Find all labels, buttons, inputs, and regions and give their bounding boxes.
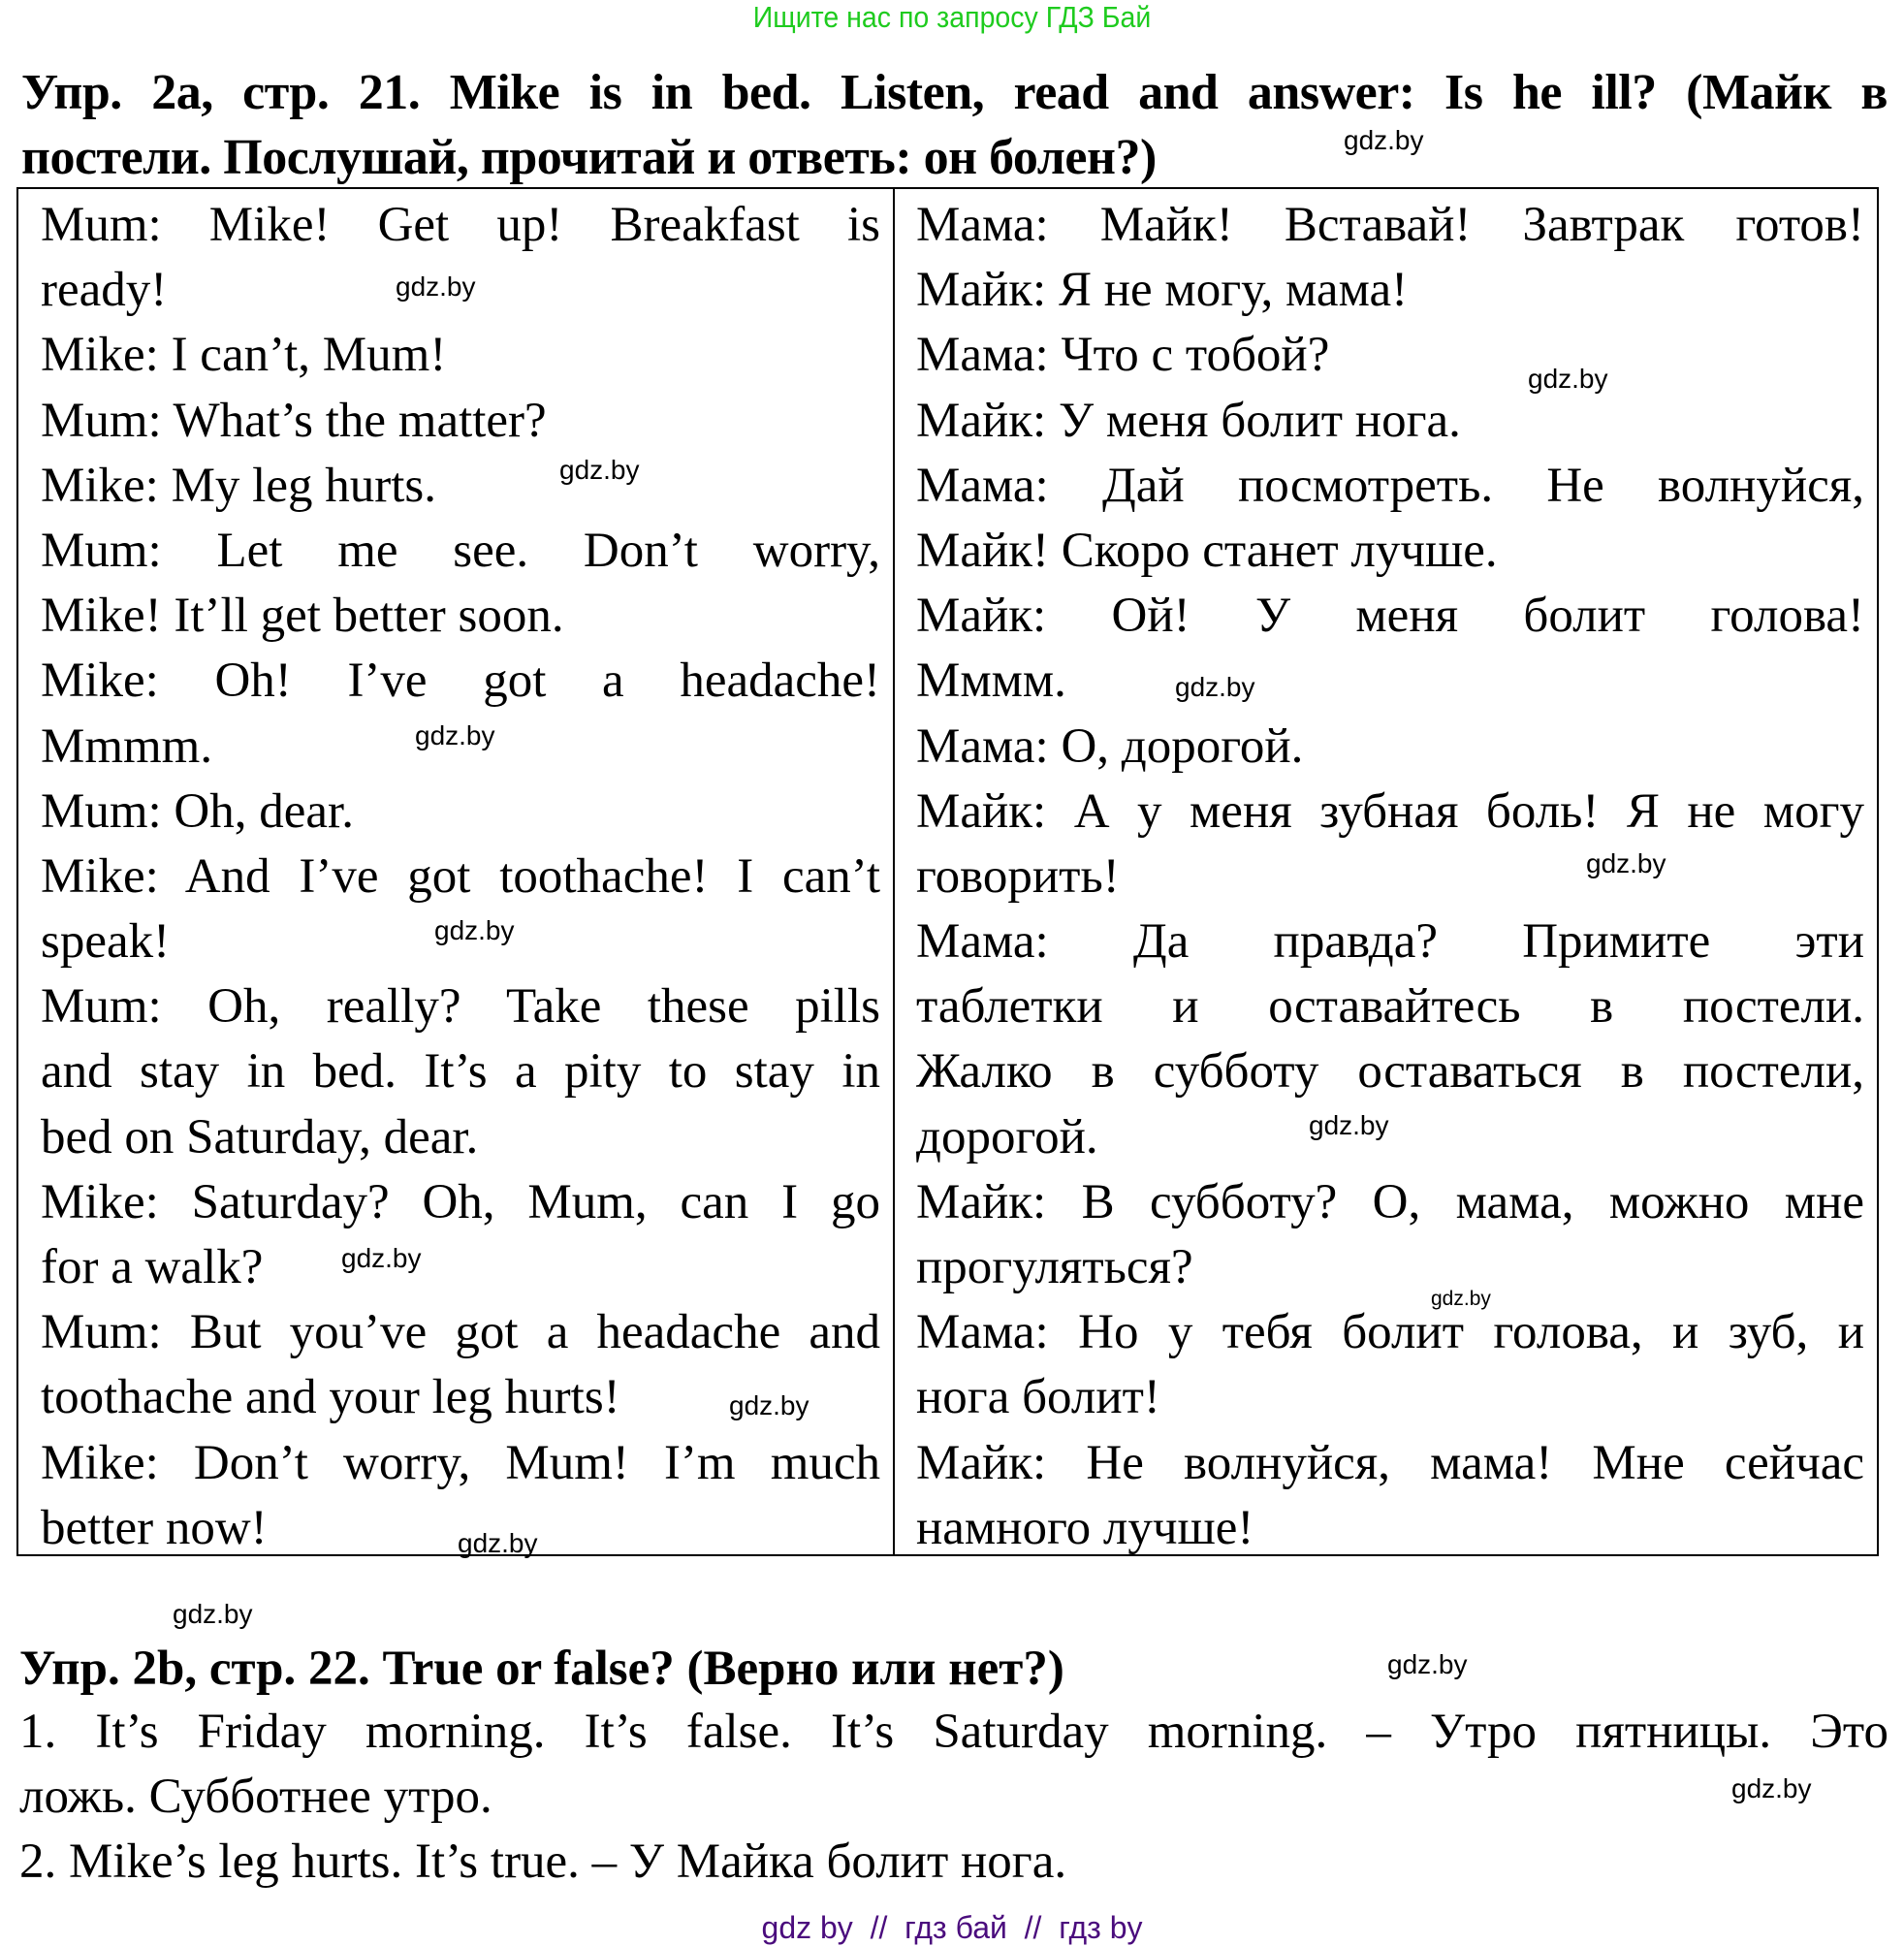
russian-line: нога болит! (916, 1370, 1160, 1425)
english-line: better now! (41, 1500, 268, 1555)
russian-line: намного лучше! (916, 1500, 1254, 1555)
exercise-2a-title-line-1: Упр. 2а, стр. 21. Mike is in bed. Listen, read and answer: Is he ill? (Майк в (21, 65, 1888, 120)
watermark: gdz.by (458, 1528, 538, 1558)
russian-line: Мама: Да правда? Примите эти (916, 914, 1864, 970)
english-line: Mmmm. (41, 718, 213, 774)
russian-line: Майк! Скоро станет лучше. (916, 523, 1498, 578)
english-line: Mum: What’s the matter? (41, 393, 547, 448)
watermark: gdz.by (1528, 364, 1608, 394)
search-banner: Ищите нас по запросу ГДЗ Бай (752, 0, 1152, 34)
footer-links: gdz by // гдз бай // гдз by (761, 1910, 1143, 1945)
russian-line: Мммм. (916, 654, 1066, 709)
column-divider (893, 189, 895, 1554)
exercise-2a-title (21, 61, 1888, 191)
english-line: Mum: Let me see. Don’t worry, (41, 523, 880, 578)
english-line: Mum: But you’ve got a headache and (41, 1305, 880, 1360)
watermark: gdz.by (415, 720, 495, 750)
english-line: Mike: Oh! I’ve got a headache! (41, 654, 880, 709)
russian-line: Жалко в субботу оставаться в постели, (916, 1044, 1864, 1100)
english-line: Mike: Don’t worry, Mum! I’m much (41, 1435, 880, 1490)
russian-line: Майк: Ой! У меня болит голова! (916, 589, 1864, 644)
english-line: Mike! It’ll get better soon. (41, 589, 564, 644)
english-column (41, 193, 880, 1561)
english-line: Mike: Saturday? Oh, Mum, can I go (41, 1174, 880, 1229)
english-line: for a walk? (41, 1240, 264, 1294)
watermark: gdz.by (341, 1243, 422, 1273)
watermark: gdz.by (1175, 672, 1255, 702)
english-line: and stay in bed. It’s a pity to stay in (41, 1044, 880, 1100)
russian-line: Мама: Майк! Вставай! Завтрак готов! (916, 198, 1864, 252)
english-line: Mum: Oh, really? Take these pills (41, 979, 880, 1035)
english-line: Mum: Oh, dear. (41, 783, 354, 839)
english-line: Mike: My leg hurts. (41, 458, 436, 513)
russian-line: Мама: Дай посмотреть. Не волнуйся, (916, 458, 1864, 513)
english-line: bed on Saturday, dear. (41, 1109, 479, 1164)
russian-line: прогуляться? (916, 1240, 1193, 1294)
russian-column (916, 193, 1864, 1561)
english-line: Mum: Mike! Get up! Breakfast is (41, 198, 880, 252)
watermark: gdz.by (1387, 1649, 1468, 1679)
exercise-2b-title: Упр. 2b, стр. 22. True or false? (Верно или нет?) (19, 1642, 1064, 1696)
watermark: gdz.by (1431, 1288, 1491, 1310)
russian-line: Мама: О, дорогой. (916, 718, 1304, 774)
watermark: gdz.by (1344, 125, 1424, 155)
watermark: gdz.by (1586, 848, 1666, 878)
english-line: Mike: I can’t, Mum! (41, 328, 447, 383)
watermark: gdz.by (396, 271, 476, 302)
watermark: gdz.by (1731, 1773, 1812, 1803)
english-line: Mike: And I’ve got toothache! I can’t (41, 848, 880, 904)
answer-line: ложь. Субботнее утро. (19, 1770, 492, 1824)
exercise-2b-answers (19, 1700, 1888, 1895)
watermark: gdz.by (434, 915, 515, 945)
russian-line: Майк: Я не могу, мама! (916, 263, 1409, 318)
watermark: gdz.by (173, 1599, 253, 1629)
russian-line: таблетки и оставайтесь в постели. (916, 979, 1864, 1035)
russian-line: дорогой. (916, 1109, 1098, 1164)
russian-line: Мама: Но у тебя болит голова, и зуб, и (916, 1305, 1864, 1360)
watermark: gdz.by (729, 1390, 809, 1420)
russian-line: говорить! (916, 848, 1120, 904)
english-line: speak! (41, 914, 171, 970)
english-line: toothache and your leg hurts! (41, 1370, 620, 1425)
russian-line: Майк: А у меня зубная боль! Я не могу (916, 783, 1864, 839)
english-line: ready! (41, 263, 168, 318)
exercise-2a-title-line-2: постели. Послушай, прочитай и ответь: он болен?) (21, 130, 1157, 186)
watermark: gdz.by (559, 455, 640, 485)
answer-line: 1. It’s Friday morning. It’s false. It’s Saturday morning. – Утро пятницы. Это (19, 1705, 1888, 1759)
watermark: gdz.by (1309, 1110, 1389, 1140)
answer-line: 2. Mike’s leg hurts. It’s true. – У Майка болит нога. (19, 1834, 1067, 1889)
russian-line: Майк: Не волнуйся, мама! Мне сейчас (916, 1435, 1864, 1490)
russian-line: Майк: В субботу? О, мама, можно мне (916, 1174, 1864, 1229)
russian-line: Майк: У меня болит нога. (916, 393, 1461, 448)
russian-line: Мама: Что с тобой? (916, 328, 1330, 383)
